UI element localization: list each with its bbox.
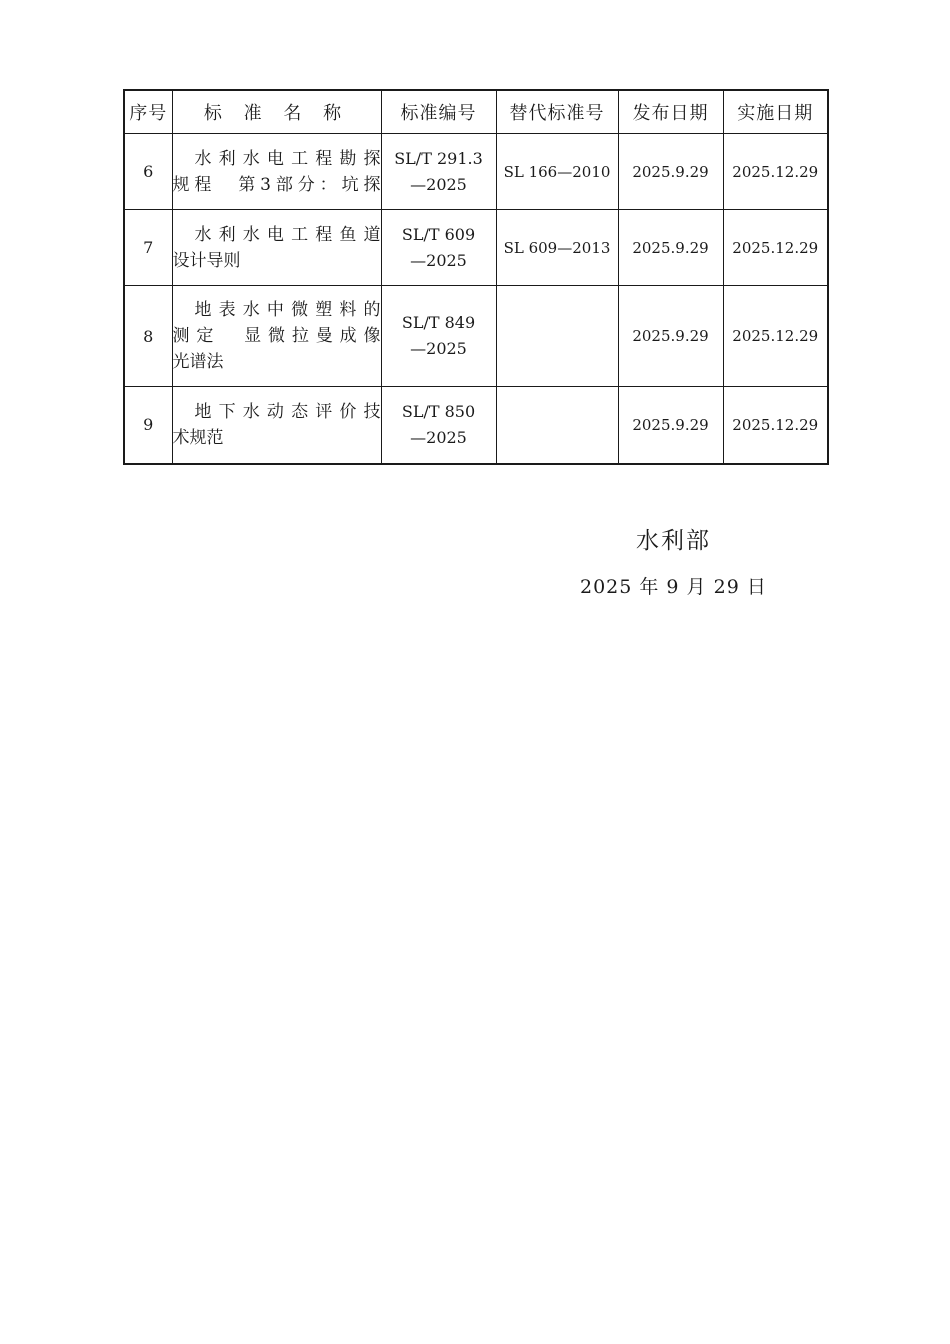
row-code-line: SL/T 849 [401,313,476,332]
row-name-line: 水利水电工程鱼道 [194,224,381,245]
header-code: 标准编号 [381,90,496,134]
row-name [172,286,381,387]
row-replaced: SL 609—2013 [496,210,618,286]
row-seq: 6 [124,134,172,210]
row-release-date: 2025.9.29 [618,286,723,387]
row-name-line: 地下水动态评价技 [194,401,381,422]
row-seq: 9 [124,387,172,464]
row-release-date: 2025.9.29 [618,134,723,210]
row-name-line: 地表水中微塑料的 [194,300,381,320]
header-replaced: 替代标准号 [496,90,618,134]
row-implement-date: 2025.12.29 [723,286,828,387]
table-row [124,286,828,387]
row-name [172,134,381,210]
row-code-line: SL/T 609 [401,224,476,244]
row-code [381,286,496,387]
row-name-line: 规程 第3部分：坑探 [172,174,381,195]
issue-date: 2025 年 9 月 29 日 [580,576,767,598]
row-implement-date: 2025.12.29 [723,210,828,286]
row-code-line: —2025 [410,339,467,358]
row-name [172,210,381,286]
row-name-line: 设计导则 [172,250,241,271]
row-name-line: 光谱法 [172,352,224,372]
row-name-line: 测定 显微拉曼成像 [172,326,381,346]
row-replaced: SL 166—2010 [496,134,618,210]
row-code-line: —2025 [410,174,467,194]
row-code-line: SL/T 291.3 [394,148,483,168]
header-name: 标 准 名 称 [172,90,381,134]
row-seq: 7 [124,210,172,286]
table-row [124,387,828,464]
row-name [172,387,381,464]
row-implement-date: 2025.12.29 [723,134,828,210]
issuing-organization: 水利部 [636,528,711,554]
table-row [124,210,828,286]
header-seq: 序号 [124,90,172,134]
row-code-line: —2025 [410,250,467,270]
row-release-date: 2025.9.29 [618,387,723,464]
table-row [124,134,828,210]
row-code [381,387,496,464]
row-release-date: 2025.9.29 [618,210,723,286]
row-code [381,134,496,210]
row-name-line: 水利水电工程勘探 [194,148,381,169]
row-seq: 8 [124,286,172,387]
table-header-row [124,90,828,134]
row-replaced [496,387,618,464]
standards-table [123,89,829,465]
row-code-line: —2025 [410,427,467,447]
header-implement-date: 实施日期 [723,90,828,134]
row-implement-date: 2025.12.29 [723,387,828,464]
header-release-date: 发布日期 [618,90,723,134]
row-replaced [496,286,618,387]
row-code-line: SL/T 850 [401,401,476,421]
row-code [381,210,496,286]
row-name-line: 术规范 [172,427,224,448]
